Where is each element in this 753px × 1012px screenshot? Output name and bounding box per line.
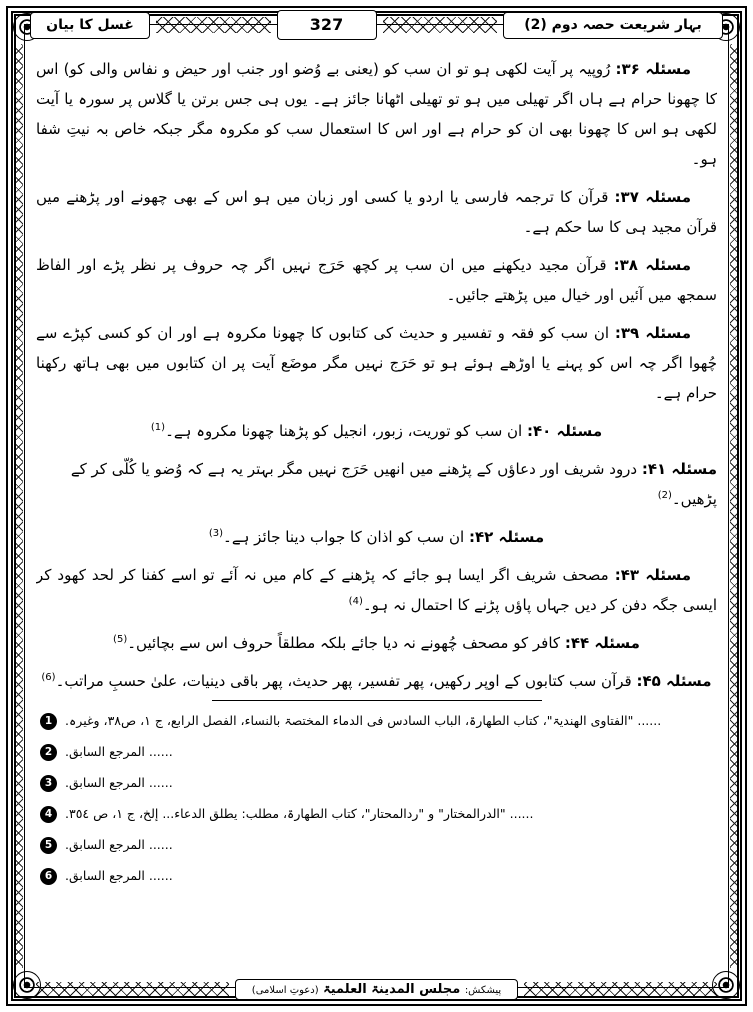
ruling-number: مسئلہ ۴۲:: [469, 528, 545, 546]
ruling-text: مصحف شریف اگر ایسا ہو جائے کہ پڑھنے کے کام میں نہ آئے تو اسے کفنا کر لحد کھود کر ایسی جگہ دفن کر دیں جہاں پاؤں پڑنے کا احتمال نہ ہو۔: [36, 566, 717, 614]
ornament-strip-left: [14, 44, 23, 968]
ruling-paragraph: [36, 454, 717, 514]
ruling-paragraph: [36, 666, 717, 696]
ruling-text: قرآن سب کتابوں کے اوپر رکھیں، پھر تفسیر، پھر حدیث، پھر باقی دینیات، علیٰ حسبِ مراتب۔: [55, 672, 637, 690]
footnote-number: 3: [40, 775, 57, 792]
footer-ornament-left: [36, 982, 229, 996]
ruling-text: ان سب کو فقہ و تفسیر و حدیث کی کتابوں کا چھونا مکروہ ہے اور ان کو کسی کپڑے سے چُھوا اگر چہ اس کو پہنے یا اوڑھے ہوئے ہو تو حَرَج نہیں مگر موضَع آیت پر ان کتابوں میں بھی ہاتھ رکھنا حرام ہے۔: [36, 324, 717, 402]
footnote-number: 2: [40, 744, 57, 761]
footnote-item: [40, 835, 713, 855]
ornament-strip-right: [730, 44, 739, 968]
ruling-number: مسئلہ ۳۹:: [614, 324, 692, 342]
ruling-paragraph: [36, 250, 717, 310]
footnote-marker[interactable]: (1): [150, 422, 166, 433]
footnote-text: ...... المرجع السابق.: [65, 744, 173, 759]
ruling-number: مسئلہ ۳۷:: [614, 188, 691, 206]
page-footer: [30, 974, 723, 1004]
footnote-text: ...... المرجع السابق.: [65, 837, 173, 852]
chapter-title: غسل کا بیان: [30, 12, 150, 39]
ruling-number: مسئلہ ۳۸:: [613, 256, 691, 274]
ruling-paragraph: [36, 522, 717, 552]
ruling-text: قرآن کا ترجمہ فارسی یا اردو یا کسی اور زبان میں ہو اس کے بھی چھونے اور پڑھنے میں قرآن مجید ہی کا سا حکم ہے۔: [36, 188, 717, 236]
footnote-separator: [212, 700, 542, 701]
header-ornament-left: [156, 17, 271, 33]
ruling-paragraph: [36, 182, 717, 242]
page-number: 327: [277, 10, 377, 40]
footnote-item: [40, 866, 713, 886]
publisher-org: (دعوتِ اسلامی): [251, 984, 319, 996]
footnote-number: 4: [40, 806, 57, 823]
footnote-text: ...... "الدرالمختار" و "ردالمحتار"، کتاب الطھارۃ، مطلب: یطلق الدعاء... إلخ، ج ١، ص ٣٥٤.: [65, 806, 534, 821]
ruling-number: مسئلہ ۴۵:: [636, 672, 712, 690]
footnote-number: 1: [40, 713, 57, 730]
page-header: [30, 8, 723, 42]
footer-ornament-right: [524, 982, 717, 996]
ruling-text: قرآن مجید دیکھنے میں ان سب پر کچھ حَرَج نہیں اگر چہ حروف پر نظر پڑے اور الفاظ سمجھ میں آئیں اور خیال میں پڑھتے جائیں۔: [36, 256, 717, 304]
ruling-paragraph: [36, 560, 717, 620]
footnote-text: ...... المرجع السابق.: [65, 775, 173, 790]
footnote-text: ...... "الفتاوی الھندیۃ"، کتاب الطھارۃ، الباب السادس فی الدماء المختصۃ بالنساء، الفصل الرابع، ج ١، ص٣٨، وغیرہ.: [65, 713, 662, 728]
footnote-text: ...... المرجع السابق.: [65, 868, 173, 883]
footnote-item: [40, 711, 713, 731]
publisher-credit: [235, 979, 518, 1000]
footnote-section: [40, 700, 713, 950]
footnote-marker[interactable]: (4): [348, 596, 363, 607]
footnote-item: [40, 742, 713, 762]
ruling-paragraph: [36, 318, 717, 408]
publisher-label: پیشکش:: [464, 984, 502, 996]
ruling-text: کافر کو مصحف چُھونے نہ دیا جائے بلکہ مطلقاً حروف اس سے بچائیں۔: [127, 634, 565, 652]
publisher-name: مجلس المدینۃ العلمیۃ: [323, 981, 461, 997]
footnote-number: 5: [40, 837, 57, 854]
footnote-number: 6: [40, 868, 57, 885]
ruling-number: مسئلہ ۴۳:: [614, 566, 692, 584]
footnote-marker[interactable]: (3): [208, 528, 224, 539]
footnote-marker[interactable]: (6): [41, 672, 56, 683]
footnote-marker[interactable]: (2): [657, 490, 672, 501]
ruling-number: مسئلہ ۴۰:: [526, 422, 603, 440]
ruling-number: مسئلہ ۴۱:: [641, 460, 717, 478]
ruling-text: ان سب کو اذان کا جواب دینا جائز ہے۔: [223, 528, 469, 546]
footnote-marker[interactable]: (5): [113, 634, 128, 645]
ruling-number: مسئلہ ۴۴:: [564, 634, 640, 652]
ruling-text: ان سب کو توریت، زبور، انجیل کو پڑھنا چھونا مکروہ ہے۔: [165, 422, 527, 440]
ruling-paragraph: [36, 54, 717, 174]
ruling-text: درود شریف اور دعاؤں کے پڑھنے میں انھیں حَرَج نہیں مگر بہتر یہ ہے کہ وُضو یا کُلّی کر کے پڑھیں۔: [70, 460, 717, 508]
ruling-paragraph: [36, 628, 717, 658]
ruling-paragraph: [36, 416, 717, 446]
footnote-item: [40, 773, 713, 793]
ruling-text: رُوپیہ پر آیت لکھی ہو تو ان سب کو (یعنی بے وُضو اور جنب اور حیض و نفاس والی کو) اس کا چھونا حرام ہے ہاں اگر تھیلی میں ہو تو تھیلی اٹھانا جائز ہے۔ یوں ہی جس برتن یا گلاس پر سورہ یا آیت لکھی ہو اس کا چھونا بھی ان کو حرام ہے اور اس کا استعمال سب کو مکروہ مگر جبکہ خاص بہ نیتِ شفا ہو۔: [36, 60, 717, 168]
footnote-item: [40, 804, 713, 824]
header-ornament-right: [383, 17, 498, 33]
book-title: بہار شریعت حصہ دوم (2): [503, 12, 723, 39]
ruling-number: مسئلہ ۳۶:: [615, 60, 691, 78]
